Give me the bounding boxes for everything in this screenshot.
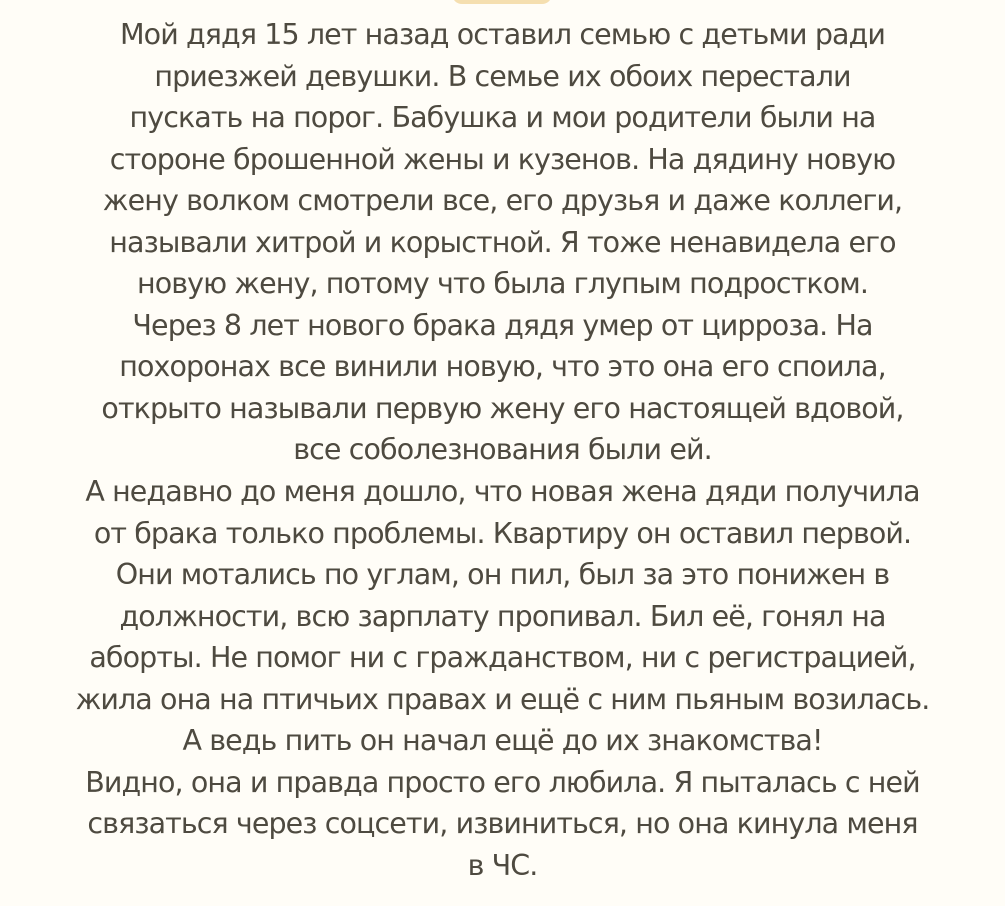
story-line: пускать на порог. Бабушка и мои родители были на <box>129 101 876 135</box>
story-line: жену волком смотрели все, его друзья и даже коллеги, <box>102 184 903 218</box>
story-line: похоронах все винили новую, что это она его споила, <box>119 350 886 384</box>
story-line: все соболезнования были ей. <box>293 433 712 467</box>
story-line: должности, всю зарплату пропивал. Бил её, гонял на <box>119 599 886 633</box>
story-line: приезжей девушки. В семье их обоих перестали <box>154 59 851 93</box>
story-line: Мой дядя 15 лет назад оставил семью с детьми ради <box>119 18 886 51</box>
story-line: аборты. Не помог ни с гражданством, ни с регистрацией, <box>89 641 916 675</box>
story-line: новую жену, потому что была глупым подростком. <box>136 267 869 301</box>
story-line: называли хитрой и корыстной. Я тоже ненавидела его <box>109 225 896 259</box>
story-line: А недавно до меня дошло, что новая жена дяди получила <box>85 475 920 509</box>
story-line: Видно, она и правда просто его любила. Я пыталась с ней <box>85 765 920 799</box>
story-line: открыто называли первую жену его настоящей вдовой, <box>101 391 904 425</box>
story-line: стороне брошенной жены и кузенов. На дядину новую <box>109 142 896 176</box>
story-line: в ЧС. <box>467 848 538 882</box>
story-line: от брака только проблемы. Квартиру он оставил первой. <box>93 516 912 550</box>
story-line: Они мотались по углам, он пил, был за это понижен в <box>115 558 890 592</box>
story-line: А ведь пить он начал ещё до их знакомства! <box>182 724 823 758</box>
story-line: связаться через соцсети, извиниться, но она кинула меня <box>87 807 918 841</box>
story-line: жила она на птичьих правах и ещё с ним пьяным возилась. <box>75 682 930 716</box>
decorative-ornament <box>452 0 552 4</box>
story-line: Через 8 лет нового брака дядя умер от цирроза. На <box>132 308 873 342</box>
story-text <box>0 14 1005 886</box>
